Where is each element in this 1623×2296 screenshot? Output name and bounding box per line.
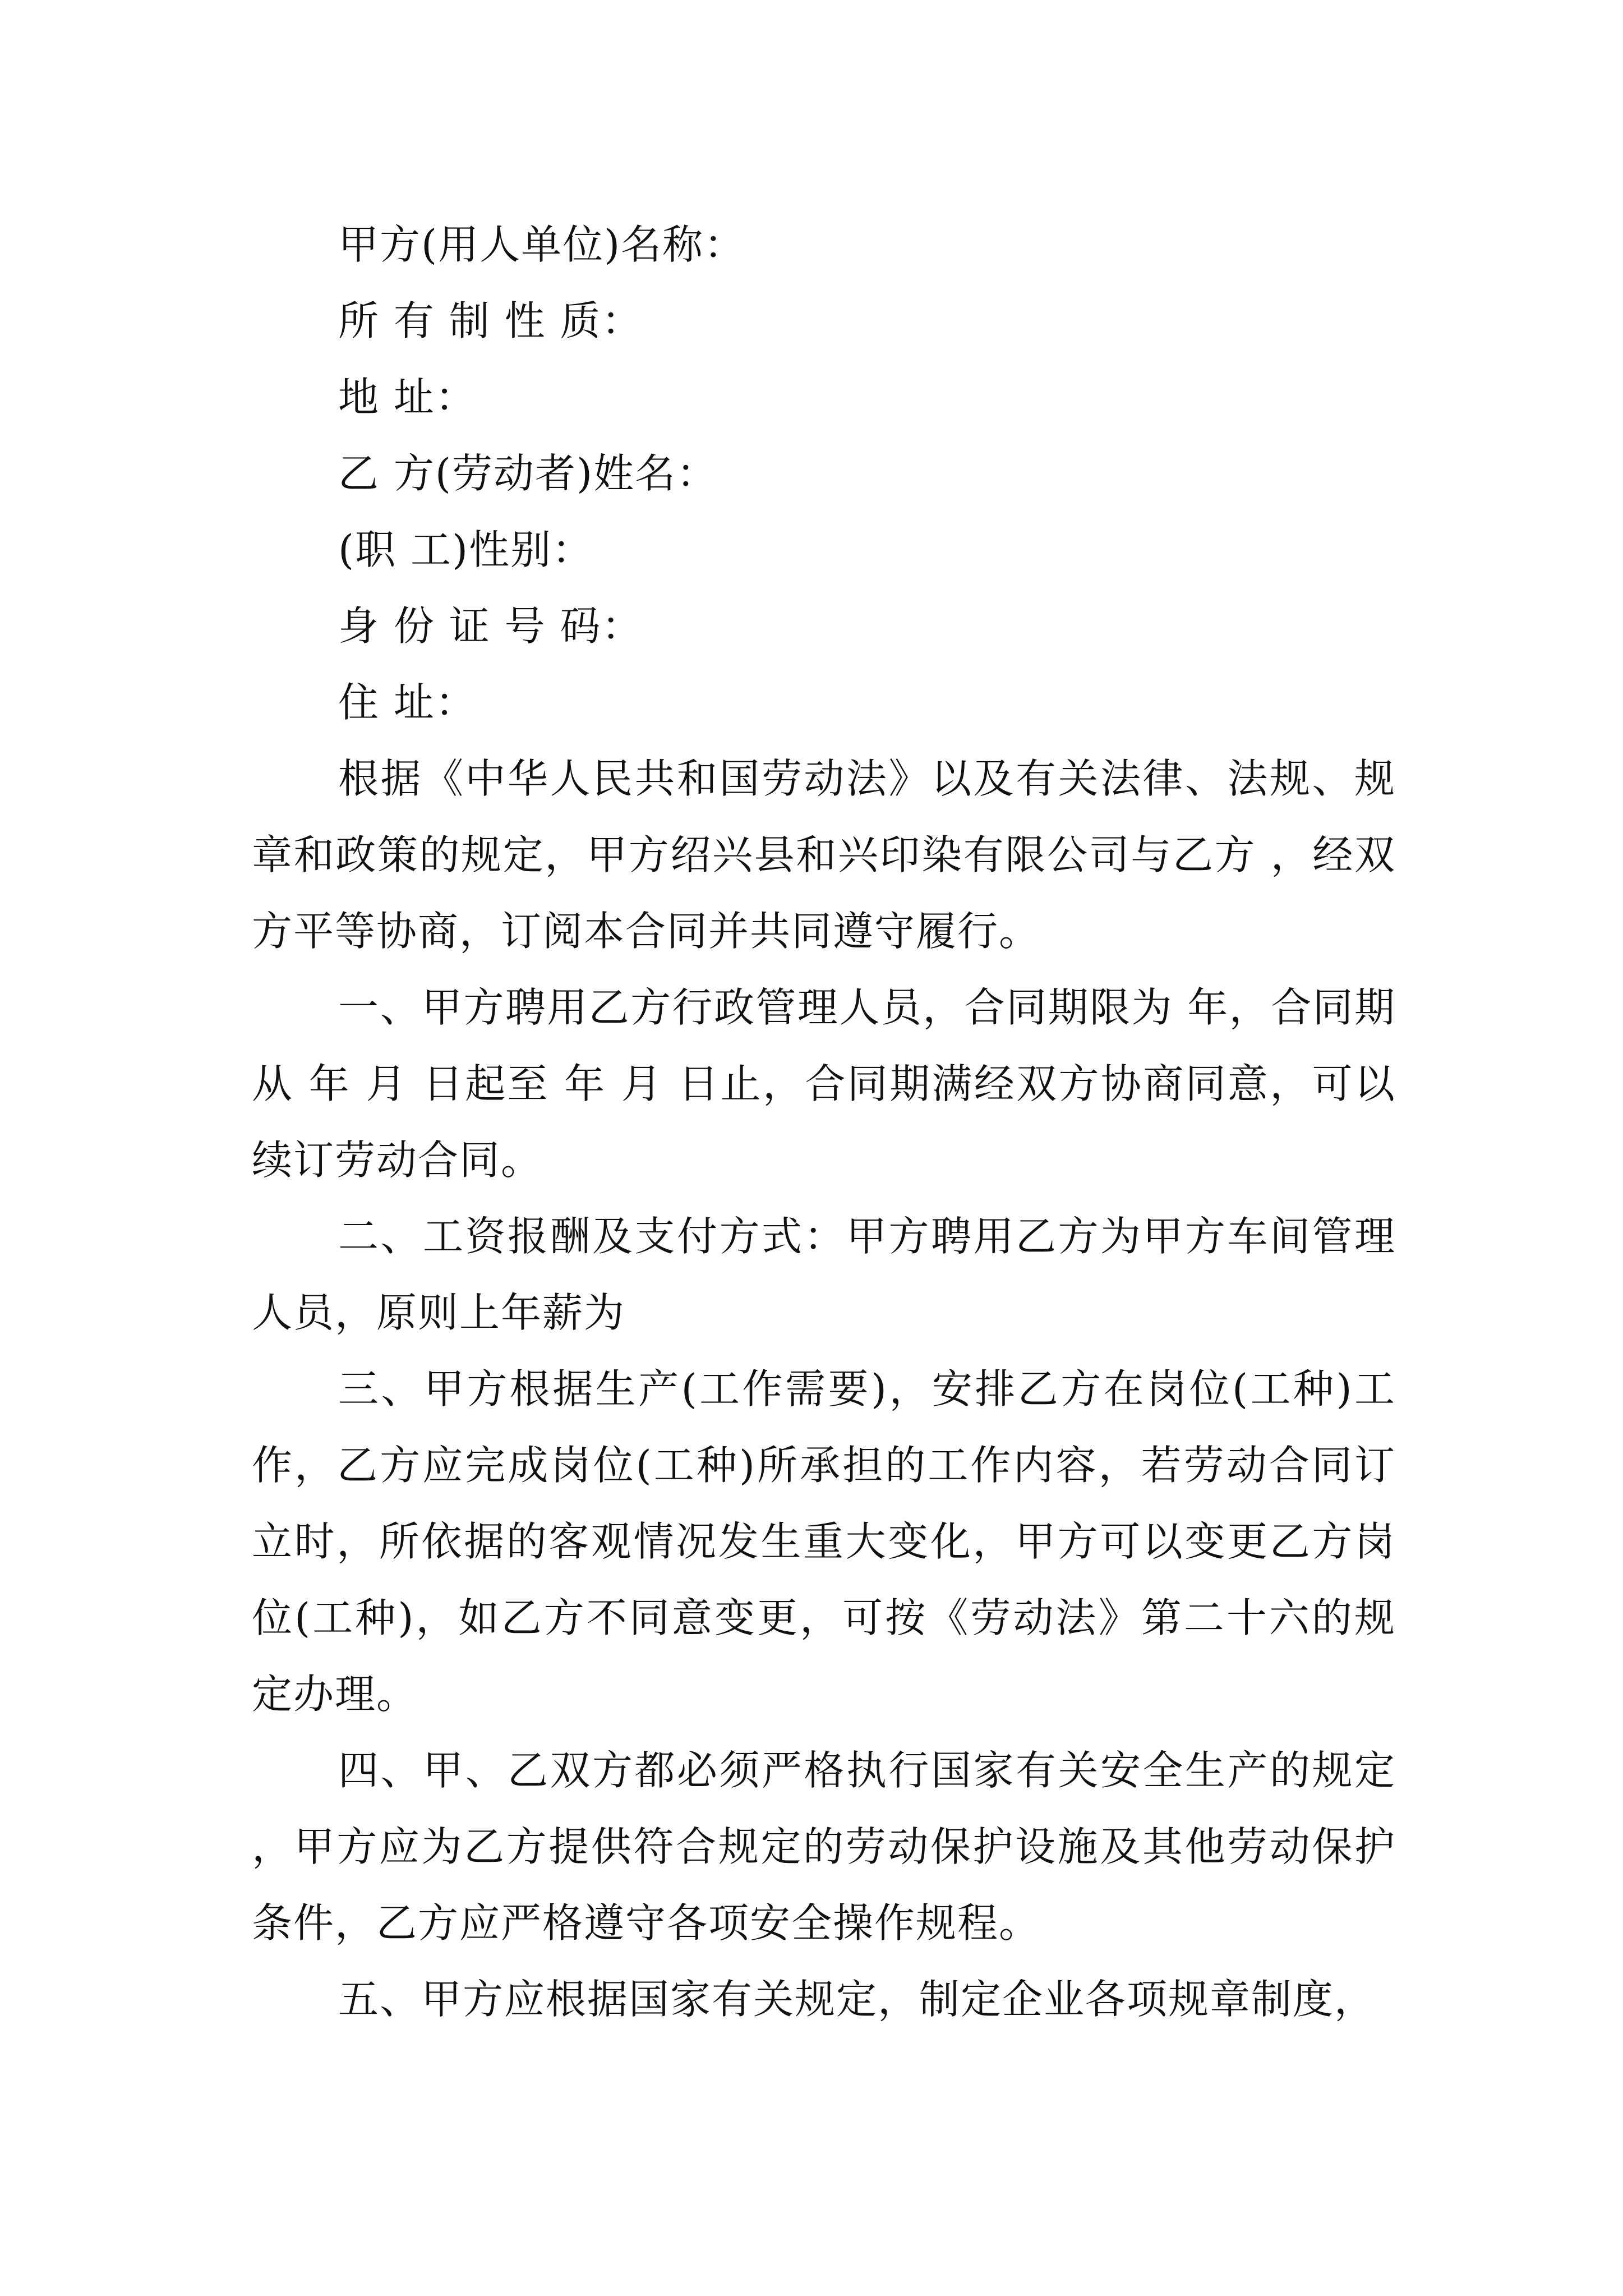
field-address: 地 址： [338, 374, 477, 421]
field-employer-name: 甲方(用人单位)名称： [338, 221, 746, 268]
field-worker-name: 乙 方(劳动者)姓名： [338, 450, 718, 497]
field-residence: 住 址： [338, 679, 477, 726]
paragraph-clause-5: 五、甲方应根据国家有关规定，制定企业各项规章制度， [338, 1976, 1376, 2023]
contract-clauses [252, 740, 1396, 2037]
contract-body [252, 206, 1396, 2037]
paragraph-clause-3: 三、甲方根据生产(工作需要)，安排乙方在岗位(工种)工作，乙方应完成岗位(工种)所承担的工作内容，若劳动合同订立时，所依据的客观情况发生重大变化，甲方可以变更乙方岗位(工种)，如乙方不同意变更，可按《劳动法》第二十六的规定办理。 [252, 1365, 1396, 1718]
paragraph-clause-2: 二、工资报酬及支付方式：甲方聘用乙方为甲方车间管理人员，原则上年薪为 [252, 1213, 1396, 1336]
paragraph-clause-4: 四、甲、乙双方都必须严格执行国家有关安全生产的规定，甲方应为乙方提供符合规定的劳动保护设施及其他劳动保护条件，乙方应严格遵守各项安全操作规程。 [252, 1747, 1396, 1947]
field-id-number: 身 份 证 号 码： [338, 602, 643, 650]
field-ownership-type: 所 有 制 性 质： [338, 297, 643, 344]
paragraph-clause-1: 一、甲方聘用乙方行政管理人员，合同期限为 年，合同期从 年 月 日起至 年 月 日止，合同期满经双方协商同意，可以续订劳动合同。 [252, 984, 1396, 1184]
field-worker-gender: (职 工)性别： [338, 526, 594, 573]
party-info-fields [252, 206, 1396, 740]
paragraph-preamble: 根据《中华人民共和国劳动法》以及有关法律、法规、规章和政策的规定，甲方绍兴县和兴印染有限公司与乙方 ，经双方平等协商，订阅本合同并共同遵守履行。 [252, 755, 1396, 955]
